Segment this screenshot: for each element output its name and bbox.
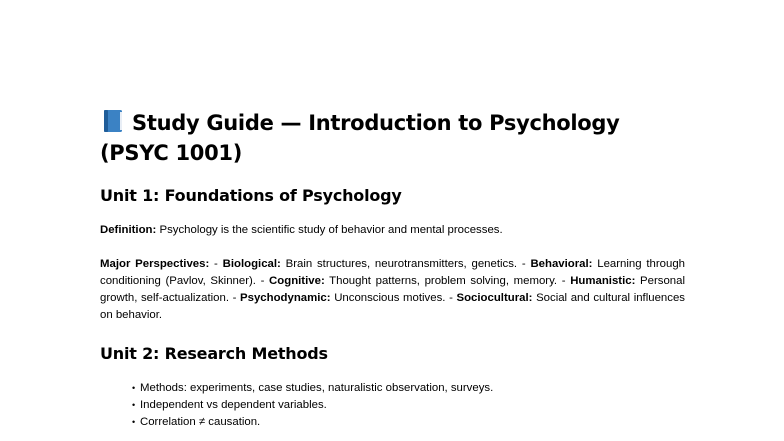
document-title [100, 108, 685, 168]
book-pages [120, 112, 122, 130]
humanistic-text: Personal growth, self-actualization. - [100, 275, 685, 304]
sociocultural-text: Social and cultural influences on behavior. [100, 292, 685, 321]
research-methods-list [100, 380, 685, 431]
list-item: • Correlation ≠ causation. [132, 414, 685, 431]
document-title-text: Study Guide — Introduction to Psychology (PSYC 1001) [100, 111, 620, 165]
behavioral-label: Behavioral: [530, 258, 593, 270]
list-item: • Independent vs dependent variables. [132, 397, 685, 414]
cognitive-label: Cognitive: [269, 275, 325, 287]
definition-paragraph [100, 222, 685, 239]
biological-label: Biological: [222, 258, 281, 270]
definition-label: Definition: [100, 224, 157, 236]
sociocultural-label: Sociocultural: [456, 292, 533, 304]
list-item: • Methods: experiments, case studies, naturalistic observation, surveys. [132, 380, 685, 397]
document-page [100, 108, 685, 431]
behavioral-text: Learning through conditioning (Pavlov, Skinner). - [100, 258, 686, 287]
cognitive-text: Thought patterns, problem solving, memory. - [324, 275, 571, 287]
perspectives-label: Major Perspectives: [100, 258, 210, 270]
psychodynamic-label: Psychodynamic: [240, 292, 331, 304]
definition-text: Psychology is the scientific study of behavior and mental processes. [156, 224, 503, 236]
book-spine [104, 110, 108, 132]
blue-book-icon [100, 108, 126, 134]
unit1-heading: Unit 1: Foundations of Psychology [100, 186, 402, 205]
humanistic-label: Humanistic: [570, 275, 636, 287]
unit2-heading: Unit 2: Research Methods [100, 344, 328, 363]
biological-text: Brain structures, neurotransmitters, genetics. - [280, 258, 531, 270]
psychodynamic-text: Unconscious motives. - [330, 292, 457, 304]
perspectives-paragraph: Major Perspectives: - Biological: Brain structures, neurotransmitters, genetics. - Behavioral: Learning through conditioning (Pavlov, Skinner). - Cognitive: Thought patterns, problem solving, memory. - Humanistic: Personal growth, self-actualization. - Psychodynamic: Unconscious motives. - Sociocultural: Social and cultural influences on behavior. [100, 258, 686, 321]
